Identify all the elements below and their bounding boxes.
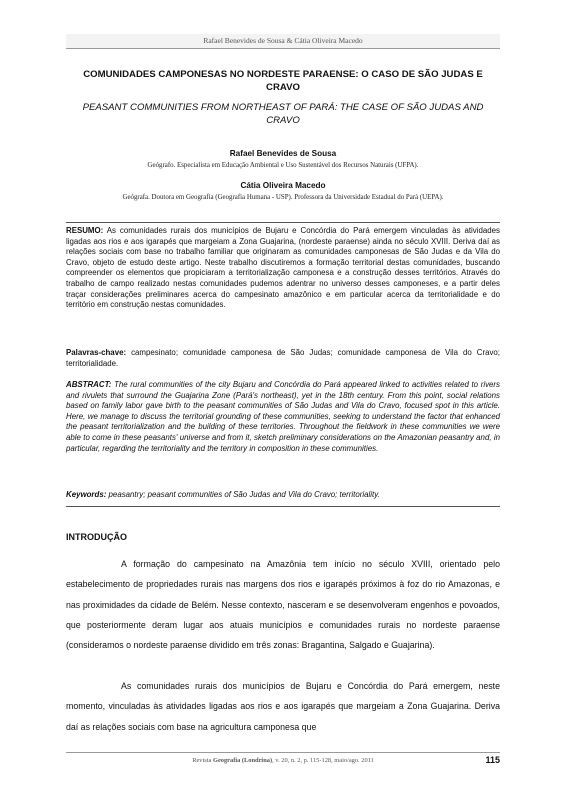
resumo-paragraph xyxy=(66,226,500,311)
author-name-1: Rafael Benevides de Sousa xyxy=(229,149,337,158)
palavras-chave-label: Palavras-chave: xyxy=(66,348,127,357)
author-affiliation-1: Geógrafo. Especialista em Educação Ambiental e Uso Sustentável dos Recursos Naturais (UFPA). xyxy=(147,162,419,169)
author-name-2: Cátia Oliveira Macedo xyxy=(240,181,326,190)
abstract-paragraph xyxy=(66,380,500,454)
keywords-text: peasantry; peasant communities of São Judas and Vila do Cravo; territoriality. xyxy=(108,490,380,499)
journal-citation xyxy=(66,757,500,764)
page-number: 115 xyxy=(485,755,500,765)
keywords-label: Keywords: xyxy=(66,490,107,499)
resumo-text: As comunidades rurais dos municípios de Bujaru e Concórdia do Pará emergem vinculadas às atividades ligadas aos rios e aos igarapés que margeiam a Zona Guajarina, (nordeste paraense) ainda no século XVIII. Deriva daí as relações sociais com base no trabalho familiar que originaram as comunidades camponesas de São Judas e da Vila do Cravo, objeto de estudo deste artigo. Neste trabalho discutiremos a formação territorial destas comunidades, buscando compreender os elementos que propiciaram a territorialização camponesa e a construção desses territórios. Através do trabalho de campo realizado nestas comunidades pudemos adentrar no universo desses camponeses, e a partir deles traçar considerações preliminares acerca do campesinato amazônico e em particular acerca da territorialidade e do território em construção nestas comunidades. xyxy=(66,226,500,310)
journal-name: Geografia (Londrina) xyxy=(212,757,273,764)
palavras-chave-text: campesinato; comunidade camponesa de São Judas; comunidade camponesa de Vila do Cravo; territorialidade. xyxy=(66,348,500,368)
abstract-label: ABSTRACT: xyxy=(66,380,112,389)
body-paragraph-1: A formação do campesinato na Amazônia tem início no século XVIII, orientado pelo estabelecimento de propriedades rurais nas margens dos rios e igarapés próximos à foz do rio Amazonas, e nas proximidades da cidade de Belém. Nesse contexto, nasceram e se desenvolveram engenhos e povoados, que posteriormente deram lugar aos atuais municípios e comunidades rurais no nordeste paraense (consideramos o nordeste paraense dividido em três zonas: Bragantina, Salgado e Guajarina). xyxy=(66,559,500,651)
author-affiliation-2: Geógrafa. Doutora em Geografia (Geografia Humana - USP). Professora da Universidade Estadual do Pará (UEPA). xyxy=(122,194,444,201)
palavras-chave-paragraph xyxy=(66,348,500,369)
section-heading: INTRODUÇÃO xyxy=(66,532,127,542)
page-footer xyxy=(66,752,500,769)
resumo-label: RESUMO: xyxy=(66,226,104,235)
keywords-paragraph xyxy=(66,490,500,501)
running-head: Rafael Benevides de Sousa & Cátia Oliveira Macedo xyxy=(66,34,500,49)
article-title-english: PEASANT COMMUNITIES FROM NORTHEAST OF PARÁ: THE CASE OF SÃO JUDAS AND CRAVO xyxy=(82,102,484,126)
journal-prefix: Revista xyxy=(192,757,213,764)
body-paragraph-2: As comunidades rurais dos municípios de Bujaru e Concórdia do Pará emergem, neste momento, vinculadas às atividades ligadas aos rios e aos igarapés que margeiam a Zona Guajarina. Deriva daí as relações sociais com base na agricultura camponesa que xyxy=(66,681,500,732)
article-title: COMUNIDADES CAMPONESAS NO NORDESTE PARAENSE: O CASO DE SÃO JUDAS E CRAVO xyxy=(83,69,483,93)
abstract-text: The rural communities of the city Bujaru and Concórdia do Pará appeared linked to activities related to rivers and rivulets that surround the Guajarina Zone (Pará's northeast), yet in the 18th century. From this point, social relations based on family labor gave birth to the peasant communities of São Judas and Vila do Cravo, focused spot in this article. Here, we manage to discuss the territorial grounding of these communities, seeking to understand the factor that enhanced the peasant territorialization and the building of these territories. Throughout the fieldwork in these communities we were able to come in these peasants' universe and from it, sketch preliminary considerations on the Amazonian peasantry and, in particular, regarding the territoriality and the territory in composition in these communities. xyxy=(66,380,500,453)
citation-details: , v. 20, n. 2, p. 115-128, maio/ago. 2011 xyxy=(272,757,374,764)
